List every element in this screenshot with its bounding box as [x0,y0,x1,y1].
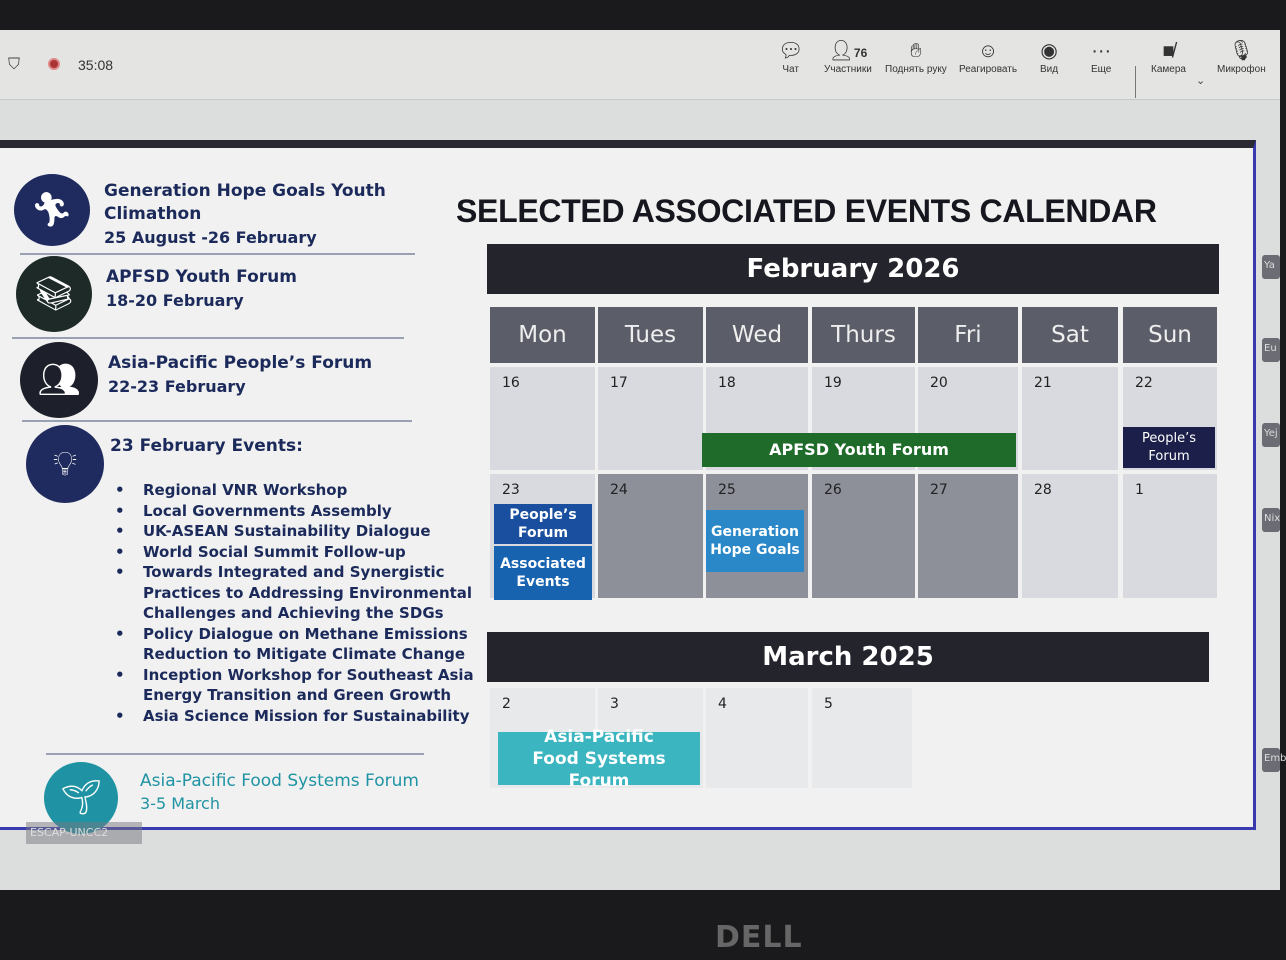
more-button[interactable]: ··· Еще [1091,40,1112,75]
react-button[interactable]: ☺ Реагировать [959,40,1018,75]
feb23-event-item: • Regional VNR Workshop [115,480,475,501]
divider [12,337,404,339]
participant-tile[interactable]: Ya [1262,255,1280,279]
dell-logo: DELL [715,920,803,955]
participant-tile[interactable]: Eu [1262,338,1280,362]
books-icon: 📚︎ [16,256,92,332]
event-title: Asia-Pacific People’s Forum [108,353,373,373]
day-header-mon: Mon [490,307,595,363]
calendar-day[interactable]: 24 [598,474,703,598]
participant-tile[interactable]: Nix [1262,508,1280,532]
event-food-systems-forum[interactable]: Asia-Pacific Food Systems Forum [498,732,700,785]
feb23-event-item: • Policy Dialogue on Methane Emissions Reduction to Mitigate Climate Change [115,624,475,665]
chat-icon: 💬︎ [778,40,804,62]
day-header-thurs: Thurs [812,307,915,363]
event-dates: 3-5 March [140,794,220,813]
divider [1135,66,1136,98]
calendar-day[interactable]: 20 [918,367,1018,470]
day-header-tues: Tues [598,307,703,363]
smiley-icon: ☺ [977,40,999,62]
calendar-day[interactable]: 16 [490,367,595,470]
calendar-day[interactable]: 4 [706,688,808,788]
more-icon: ··· [1091,40,1112,62]
feb23-event-item: • Local Governments Assembly [115,501,475,522]
feb23-event-item: • Inception Workshop for Southeast Asia Energy Transition and Green Growth [115,665,475,706]
slide-title: SELECTED ASSOCIATED EVENTS CALENDAR [456,193,1157,229]
hand-icon: ✋︎ [910,40,922,62]
participants-button[interactable]: 👤︎76 Участники [824,40,872,75]
group-icon: 👥︎ [20,342,98,418]
day-header-wed: Wed [706,307,808,363]
shield-icon: ⛉ [8,54,21,73]
feb23-event-list [115,480,475,726]
chat-button[interactable]: 💬︎ Чат [778,40,804,75]
calendar-day[interactable]: 19 [812,367,915,470]
participant-tile[interactable]: Yej [1262,423,1280,447]
chevron-down-icon[interactable]: ⌄ [1196,74,1206,87]
presenter-name-tag: ESCAP-UNCC2 [26,822,142,844]
calendar-day[interactable]: 25 [706,474,808,598]
calendar-day[interactable]: 21 [1022,367,1118,470]
day-header-sun: Sun [1123,307,1217,363]
calendar-day[interactable]: 23 [490,474,595,598]
event-generation-hope-goals[interactable]: Generation Hope Goals [706,510,804,572]
raise-hand-button[interactable]: ✋︎ Поднять руку [885,40,947,75]
calendar-day[interactable]: 2 [490,688,595,788]
camera-off-icon: ■̸ [1162,40,1175,62]
calendar-day[interactable]: 27 [918,474,1018,598]
event-peoples-forum-23[interactable]: People’s Forum [494,504,592,544]
meeting-toolbar [0,30,1280,100]
feb23-event-item: • Towards Integrated and Synergistic Practices to Addressing Environmental Challenges and Achieving the SDGs [115,562,475,624]
calendar-day[interactable]: 28 [1022,474,1118,598]
event-dates: 22-23 February [108,377,246,396]
calendar-day[interactable]: 22 [1123,367,1217,470]
participant-tile[interactable]: Emb [1262,748,1280,772]
view-button[interactable]: ◉ Вид [1040,40,1059,75]
recording-icon [48,58,60,70]
idea-group-icon: 💡︎ [26,425,104,503]
calendar-day[interactable]: 1 [1123,474,1217,598]
event-dates: 18-20 February [106,291,244,310]
day-header-sat: Sat [1022,307,1118,363]
calendar-day[interactable]: 17 [598,367,703,470]
calendar-day[interactable]: 5 [812,688,912,788]
runner-icon: 🏃︎ [14,174,90,246]
divider [20,253,415,255]
feb23-event-item: • World Social Summit Follow-up [115,542,475,563]
calendar-day[interactable]: 18 [706,367,808,470]
event-apfsd-youth-forum[interactable]: APFSD Youth Forum [702,433,1016,467]
meeting-timer: 35:08 [78,57,114,73]
view-icon: ◉ [1040,40,1058,62]
event-title: Asia-Pacific Food Systems Forum [140,771,419,791]
calendar-day[interactable]: 26 [812,474,915,598]
mic-off-icon: 🎙︎ [1228,40,1255,62]
plant-hand-icon: 🌱︎ [44,762,118,834]
people-icon: 👤︎76 [828,40,868,62]
event-title: Generation Hope Goals Youth Climathon [104,181,386,224]
month-header-february: February 2026 [487,244,1219,294]
divider [22,420,412,422]
month-header-march: March 2025 [487,632,1209,682]
feb23-event-item: • UK-ASEAN Sustainability Dialogue [115,521,475,542]
event-peoples-forum-22[interactable]: People’s Forum [1123,427,1215,468]
event-title: APFSD Youth Forum [106,267,297,287]
calendar-day[interactable]: 3 [598,688,703,788]
day-header-fri: Fri [918,307,1018,363]
event-dates: 25 August -26 February [104,228,317,247]
divider [46,753,424,755]
feb23-event-item: • Asia Science Mission for Sustainability [115,706,475,727]
camera-button[interactable]: ■̸ Камера [1151,40,1186,75]
microphone-button[interactable]: 🎙︎ Микрофон [1217,40,1266,75]
event-title: 23 February Events: [110,436,303,456]
event-associated-events[interactable]: Associated Events [494,546,592,600]
